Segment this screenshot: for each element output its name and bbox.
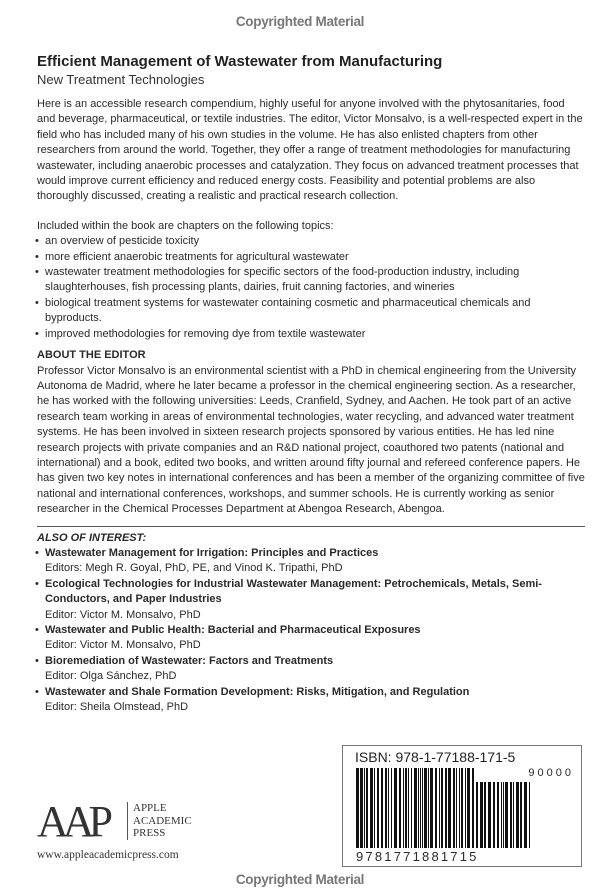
barcode-bar (435, 768, 437, 848)
barcode-bar (456, 768, 457, 848)
barcode-bar (405, 768, 407, 848)
barcode-bar (453, 768, 455, 848)
editor-bio: Professor Victor Monsalvo is an environmental scientist with a PhD in chemical engineering from the University Autonoma de Madrid, where he later became a professor in the chemical engineering section. As a researcher, he has worked with the following universities: Leeds, Cranfield, Sydney, and Aachen. He took part of an active research team working in areas of environmental technologies, water recycling, and advanced water treatment systems. He has been involved in sixteen research projects sponsored by various entities. He has led nine research projects with private companies and an R&D national project, coauthored two patents (national and international) and a book, edited two books, and written around fifty journal and refereed conference papers. He has given two key notes in international conferences and has been a member of the organizing committee of five national and international conferences, workshops, and summer schools. He is currently working as senior researcher in the Chemical Processes Department at Abengoa Research, Abengoa. (37, 364, 585, 516)
publisher-name-line: APPLE (133, 802, 167, 814)
publisher-url: www.appleacademicpress.com (37, 849, 179, 861)
barcode-bar (461, 768, 463, 848)
publisher-name (133, 802, 192, 840)
barcode-bar (374, 768, 375, 848)
barcode-bar (428, 768, 429, 848)
barcode-bar (399, 768, 401, 848)
barcode-bar (381, 768, 383, 848)
related-book-title: • Wastewater Management for Irrigation: Principles and Practices (45, 546, 379, 559)
related-book-title: • Bioremediation of Wastewater: Factors and Treatments (45, 654, 334, 667)
topic-item: • an overview of pesticide toxicity (37, 234, 585, 249)
barcode-bar (394, 768, 397, 848)
barcode-bar (364, 768, 365, 848)
publisher-name-line: ACADEMIC (133, 814, 192, 827)
publisher-name-line: PRESS (133, 827, 166, 839)
topic-item: • wastewater treatment methodologies for specific sectors of the food-production industry, including slaughterhouses, fish processing plants, dairies, fruit canning factories, and wineries (37, 265, 585, 296)
barcode-bar (503, 782, 504, 848)
description: Here is an accessible research compendium, highly useful for anyone involved with the phytosanitaries, food and beverage, pharmaceutical, or textile industries. The editor, Victor Monsalvo, is a well-respected expert in the field who has included many of his own studies in the volume. He has also enlisted chapters from other researchers from around the world. Together, they offer a range of treatment methodologies for manufacturing wastewater, including anaerobic processes and catalyzation. They focus on advanced treatment processes that would improve current efficiency and reduced energy costs. Feasibility and potential problems are also thoroughly discussed, creating a realistic and practical research collection. (37, 98, 583, 203)
barcode-bar (516, 782, 519, 848)
barcode-bar (488, 782, 491, 848)
book-title: Efficient Management of Wastewater from Manufacturing (37, 53, 443, 70)
barcode-bar (513, 782, 514, 848)
barcode-bar (476, 782, 478, 848)
barcode-bar (529, 782, 530, 848)
barcode-bar (472, 768, 474, 848)
barcode-bar (366, 768, 368, 848)
related-book (37, 685, 585, 716)
barcode-bar (391, 768, 392, 848)
cover-text (37, 53, 585, 715)
related-book-editors: Editors: Megh R. Goyal, PhD, PE, and Vinod K. Tripathi, PhD (45, 562, 343, 575)
barcode-bar (524, 782, 527, 848)
barcode-bar (448, 768, 451, 848)
editor-heading: ABOUT THE EDITOR (37, 349, 146, 362)
barcode-bar (360, 768, 363, 848)
barcode-bar (377, 768, 379, 848)
barcode-bar (422, 768, 423, 848)
barcode-bar (411, 768, 412, 848)
related-book (37, 546, 585, 577)
barcode-bar (439, 768, 440, 848)
publisher-logo (37, 798, 237, 868)
copyright-watermark-bottom: Copyrighted Material (235, 872, 365, 887)
price-addon: 90000 (528, 767, 574, 779)
also-heading: ALSO OF INTEREST: (37, 531, 147, 544)
divider (37, 526, 585, 527)
related-book-editors: Editor: Sheila Olmstead, PhD (45, 701, 189, 714)
logo-divider (127, 802, 128, 840)
barcode-bar (493, 782, 495, 848)
isbn-barcode (342, 745, 582, 867)
aap-logo-mark: AAP (37, 797, 108, 846)
barcode-bar (424, 768, 427, 848)
also-of-interest (37, 531, 585, 716)
related-book-editors: Editor: Victor M. Monsalvo, PhD (45, 608, 201, 621)
barcode-bar (484, 782, 486, 848)
barcode-bar (445, 768, 447, 848)
barcode-bars (356, 768, 476, 848)
related-book-title: • Wastewater and Public Health: Bacterial and Pharmaceutical Exposures (45, 624, 421, 636)
barcode-bar (467, 768, 470, 848)
editor-section (37, 348, 585, 517)
related-book-title: • Wastewater and Shale Formation Development: Risks, Mitigation, and Regulation (45, 685, 470, 698)
related-book (37, 623, 585, 654)
topic-item: • improved methodologies for removing dye from textile wastewater (37, 327, 585, 342)
topic-item: • more efficient anaerobic treatments for agricultural wastewater (37, 250, 585, 265)
topics-intro: Included within the book are chapters on the following topics: (37, 219, 334, 232)
barcode-bar (501, 782, 502, 848)
barcode-bar (465, 768, 466, 848)
topics-section (37, 219, 585, 342)
barcode-bar (420, 768, 421, 848)
barcode-digits: 9781771881715 (356, 849, 479, 864)
barcode-bar (505, 782, 508, 848)
topic-item: • biological treatment systems for wastewater containing cosmetic and pharmaceutical chemicals and byproducts. (37, 296, 585, 327)
related-book (37, 654, 585, 685)
isbn-text: ISBN: 978-1-77188-171-5 (355, 749, 516, 765)
barcode-bar (414, 768, 417, 848)
barcode-bar (403, 768, 404, 848)
barcode-bar (480, 782, 483, 848)
barcode-bar (370, 768, 373, 848)
related-book-editors: Editor: Victor M. Monsalvo, PhD (45, 639, 201, 652)
related-book-editors: Editor: Olga Sánchez, PhD (45, 670, 177, 683)
barcode-bar (510, 782, 512, 848)
barcode-bar (385, 768, 387, 848)
barcode-bar (356, 768, 359, 848)
barcode-bar (459, 768, 460, 848)
book-subtitle: New Treatment Technologies (37, 72, 205, 87)
barcode-bar (408, 768, 409, 848)
title-block (37, 53, 585, 88)
barcode-bar (497, 782, 499, 848)
addon-barcode-bars (476, 782, 533, 848)
related-book-title: • Ecological Technologies for Industrial Wastewater Management: Petrochemicals, Metals, Semi-Conductors, and Paper Industries (45, 577, 542, 606)
barcode-bar (441, 768, 443, 848)
copyright-watermark-top: Copyrighted Material (235, 14, 365, 29)
barcode-bar (418, 768, 419, 848)
barcode-bar (520, 782, 522, 848)
related-book (37, 577, 585, 623)
barcode-bar (388, 768, 389, 848)
barcode-bar (430, 768, 433, 848)
